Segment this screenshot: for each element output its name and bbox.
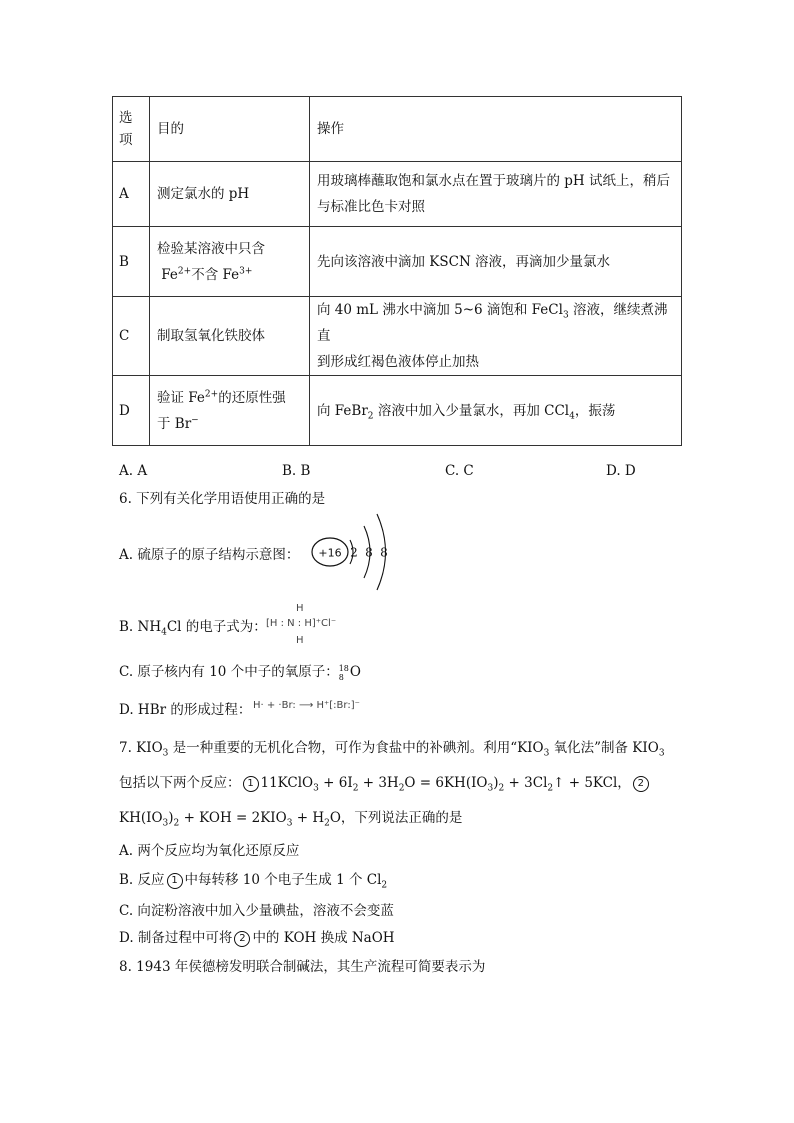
q6-stem: 6. 下列有关化学用语使用正确的是 (119, 491, 326, 507)
table-row (113, 227, 682, 297)
row-purpose: 检验某溶液中只含 $Fe^{2+}$不含 $Fe^{3+}$ (150, 227, 310, 297)
choice-b: B. B (282, 463, 311, 479)
row-key: C (113, 297, 150, 376)
hbr-formation-process: H· + ·Br: ⟶ H⁺[:Br:]⁻ (253, 700, 360, 711)
isotope-notation: 18 8 (338, 663, 349, 682)
q6-option-c: C. 原子核内有 10 个中子的氧原子： 18 8 O (119, 663, 361, 682)
choice-d: D. D (606, 463, 636, 479)
q7-option-b: B. 反应 1 中每转移 10 个电子生成 1 个 $Cl_2$ (119, 872, 388, 891)
row-purpose: 制取氢氧化铁胶体 (150, 297, 310, 376)
table-header-row (113, 97, 682, 162)
table-row (113, 162, 682, 227)
choice-a: A. A (119, 463, 148, 479)
table-row (113, 297, 682, 376)
row-operation: 先向该溶液中滴加 KSCN 溶液，再滴加少量氯水 (310, 227, 682, 297)
row-key: A (113, 162, 150, 227)
row-operation: 用玻璃棒蘸取饱和氯水点在置于玻璃片的 pH 试纸上，稍后 与标准比色卡对照 (310, 162, 682, 227)
table-row (113, 376, 682, 446)
nucleus-label: +16 (318, 546, 342, 560)
electron-dot-h-top: H (296, 603, 304, 614)
q7-line-1: 7. $KIO_3$ 是一种重要的无机化合物，可作为食盐中的补碘剂。利用“$KIO_3$ 氧化法”制备 $KIO_3$ (119, 740, 665, 759)
row-operation: 向 FeBr$_2$ 溶液中加入少量氯水，再加 CCl$_4$，振荡 (310, 376, 682, 446)
shell-1-count: 2 (350, 545, 358, 560)
row-purpose: 测定氯水的 pH (150, 162, 310, 227)
q8-stem: 8. 1943 年侯德榜发明联合制碱法，其生产流程可简要表示为 (119, 959, 486, 975)
row-purpose: 验证 $Fe^{2+}$的还原性强 于 Br− (150, 376, 310, 446)
row-key: B (113, 227, 150, 297)
row-key: D (113, 376, 150, 446)
q6-option-a: A. 硫原子的原子结构示意图： (119, 547, 300, 563)
q7-line-3: $KH(IO_3)_2$ + KOH = $2KIO_3 + H_2O$，下列说法正确的是 (119, 810, 463, 829)
electron-dot-h-bottom: H (296, 635, 304, 646)
ammonium-chloride-electron-formula: [H : N : H]⁺Cl⁻ (266, 618, 337, 629)
header-purpose: 目的 (150, 97, 310, 162)
sulfur-atom-diagram (306, 512, 392, 592)
choice-c: C. C (445, 463, 474, 479)
q7-line-2: 包括以下两个反应： 1 11KClO$_3$ + $6I_2 + 3H_2O = 6KH(IO_3)_2$ + $3Cl_2↑ + 5KCl$， 2 (119, 771, 651, 792)
shell-2-count: 8 (365, 545, 373, 560)
q6-option-b: B. $NH_4Cl$ 的电子式为： (119, 619, 267, 638)
q7-option-a: A. 两个反应均为氧化还原反应 (119, 843, 300, 859)
options-table (112, 96, 682, 446)
header-option: 选 项 (113, 97, 150, 162)
row-operation: 向 40 mL 沸水中滴加 5~6 滴饱和 FeCl$_3$ 溶液，继续煮沸直 到形成红褐色液体停止加热 (310, 297, 682, 376)
q7-option-c: C. 向淀粉溶液中加入少量碘盐，溶液不会变蓝 (119, 903, 394, 919)
header-operation: 操作 (310, 97, 682, 162)
q7-option-d: D. 制备过程中可将 2 中的 KOH 换成 NaOH (119, 930, 395, 946)
shell-3-count: 8 (380, 545, 388, 560)
q6-option-d: D. HBr 的形成过程： (119, 702, 252, 718)
